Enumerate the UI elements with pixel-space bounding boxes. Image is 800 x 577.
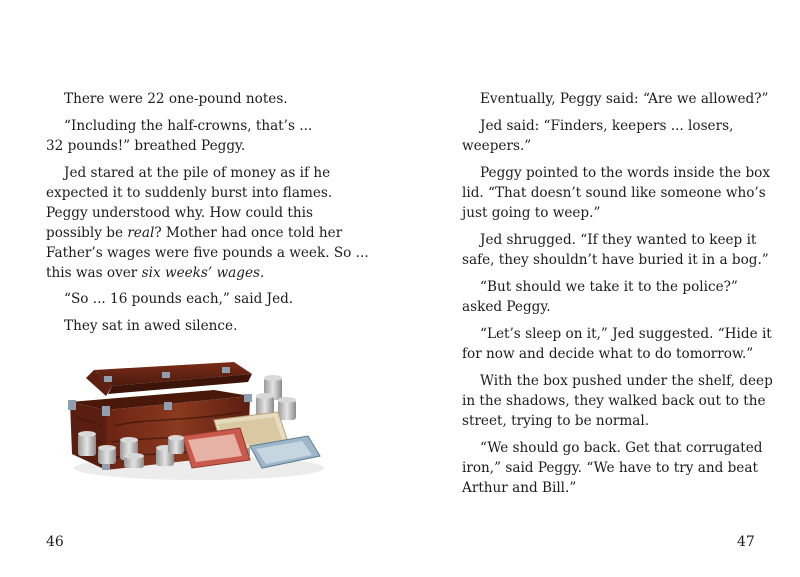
text-line: With the box pushed under the shelf, deep: [480, 373, 773, 389]
text-line: weepers.”: [462, 138, 532, 154]
text-line: Jed said: “Finders, keepers ... losers,: [480, 118, 734, 134]
page-number: 47: [737, 534, 755, 550]
text-line: “But should we take it to the police?”: [480, 279, 738, 295]
paragraph: [462, 116, 733, 156]
text-line: “So ... 16 pounds each,” said Jed.: [64, 291, 294, 307]
paragraph: [46, 163, 369, 283]
text-line: [46, 263, 369, 283]
paragraph: [46, 289, 293, 309]
paragraph: [462, 163, 770, 223]
paragraph: [462, 230, 769, 270]
paragraph: [462, 324, 772, 364]
page-number: 46: [46, 534, 64, 550]
text-run: possibly be: [46, 225, 128, 241]
text-line: expected it to suddenly burst into flames.: [46, 185, 333, 201]
paragraph: [46, 316, 237, 336]
paragraph: [462, 89, 768, 109]
text-line: “We should go back. Get that corrugated: [480, 440, 763, 456]
text-run: ? Mother had once told her: [154, 225, 343, 241]
text-line: for now and decide what to do tomorrow.”: [462, 346, 754, 362]
italic-text: real: [127, 225, 155, 241]
text-line: Peggy understood why. How could this: [46, 205, 313, 221]
text-line: just going to weep.”: [462, 205, 601, 221]
paragraph: [462, 371, 773, 431]
text-line: “Including the half-crowns, that’s ...: [64, 118, 313, 134]
treasure-box-illustration: [64, 356, 330, 482]
text-line: Peggy pointed to the words inside the box: [480, 165, 771, 181]
text-line: They sat in awed silence.: [64, 318, 238, 334]
text-run: .: [260, 265, 265, 281]
italic-text: six weeks’ wages: [141, 265, 260, 281]
text-line: asked Peggy.: [462, 299, 551, 315]
text-line: lid. “That doesn’t sound like someone who’s: [462, 185, 766, 201]
text-line: “Let’s sleep on it,” Jed suggested. “Hide it: [480, 326, 772, 342]
text-line: Arthur and Bill.”: [462, 480, 577, 496]
text-line: 32 pounds!” breathed Peggy.: [46, 138, 246, 154]
text-line: street, trying to be normal.: [462, 413, 650, 429]
text-line: Jed stared at the pile of money as if he: [64, 165, 331, 181]
right-page: [400, 0, 800, 577]
text-line: Father’s wages were five pounds a week. So ...: [46, 245, 369, 261]
text-line: iron,” said Peggy. “We have to try and beat: [462, 460, 758, 476]
box-lid: [86, 362, 252, 396]
text-run: this was over: [46, 265, 142, 281]
text-line: Eventually, Peggy said: “Are we allowed?”: [480, 91, 769, 107]
paragraph: [46, 116, 312, 156]
text-line: Jed shrugged. “If they wanted to keep it: [480, 232, 757, 248]
text-line: [46, 223, 369, 243]
text-line: in the shadows, they walked back out to the: [462, 393, 766, 409]
paragraph: [462, 277, 738, 317]
paragraph: [462, 438, 762, 498]
paragraph: [46, 89, 288, 109]
text-line: There were 22 one-pound notes.: [64, 91, 288, 107]
text-line: safe, they shouldn’t have buried it in a bog.”: [462, 252, 769, 268]
